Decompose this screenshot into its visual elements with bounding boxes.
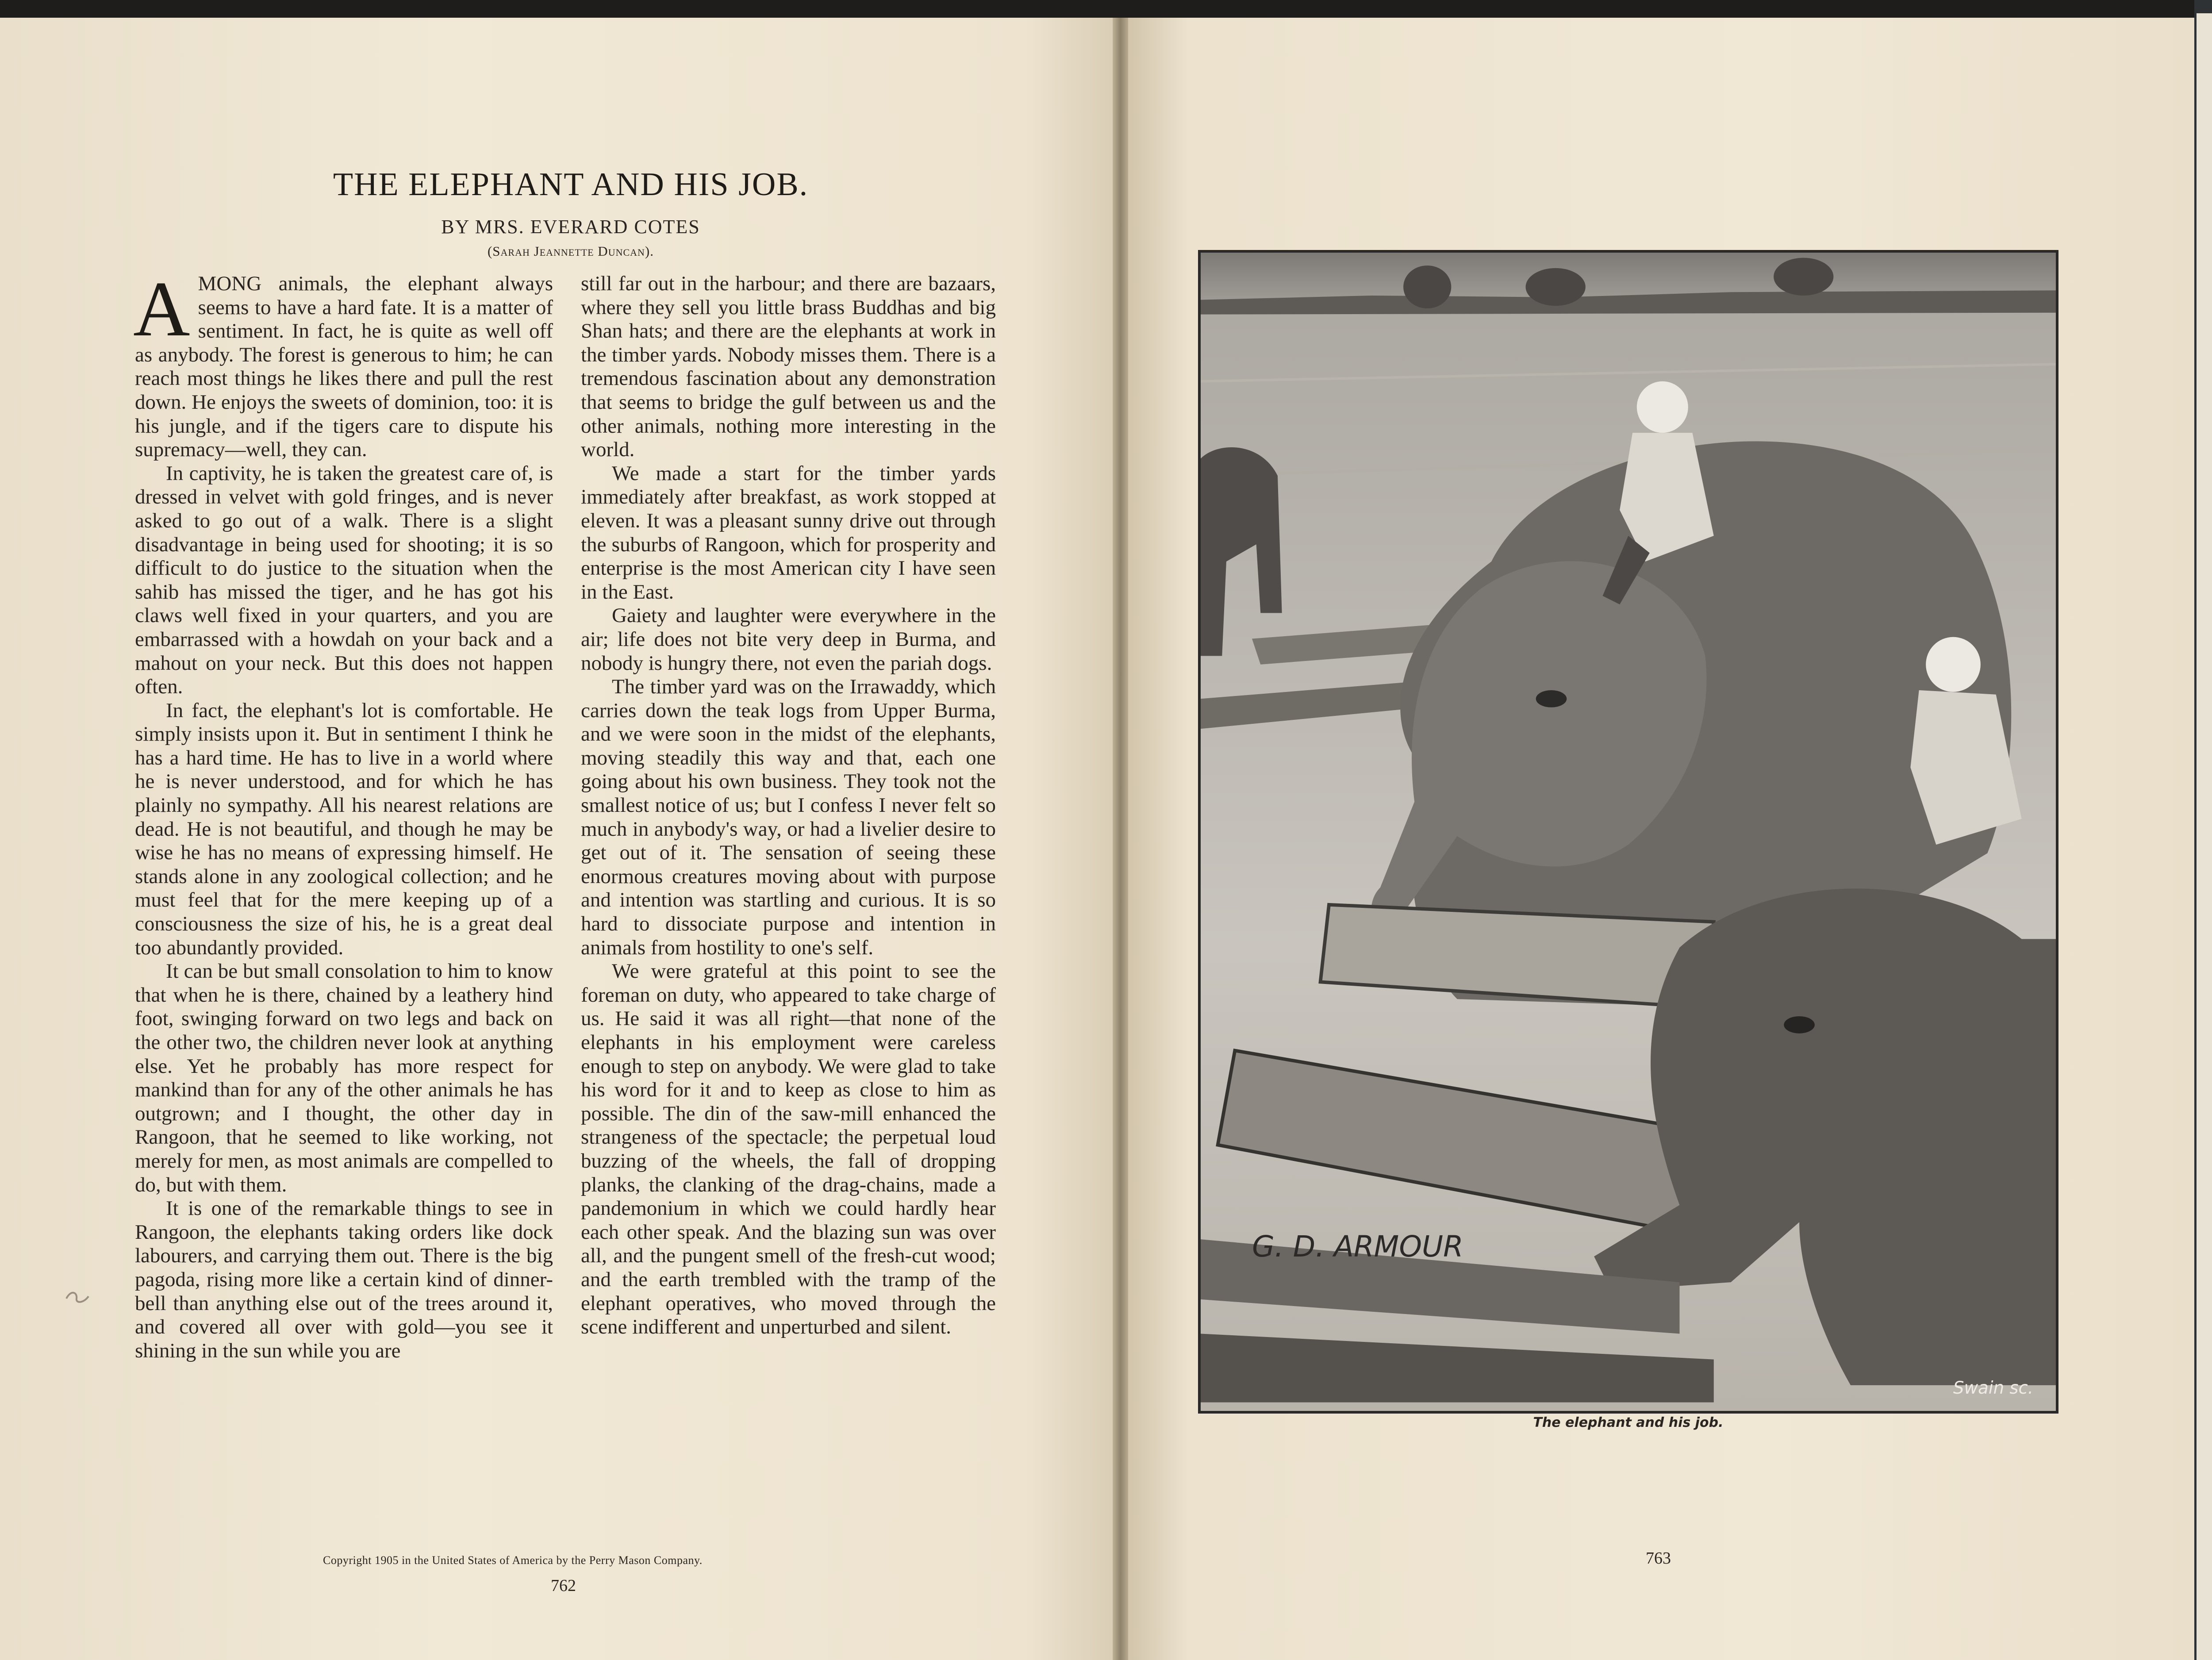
page-stack-edge — [2197, 13, 2212, 1660]
paragraph: AMONG animals, the elephant always seems to have a hard fate. It is a matter of sentiment. In fact, he is quite as well off as anybody. The forest is generous to him; he can reach most things he likes there and pull the rest down. He enjoys the sweets of dominion, too: it is his jungle, and if the tigers care to dispute his supremacy—well, they can. — [133, 265, 553, 461]
paragraph: We made a start for the timber yards immediately after breakfast, as work stopped at eleven. It was a pleasant sunny drive out through the suburbs of Rangoon, which for prosperity and enterprise is the most American city I have seen in the East. — [581, 461, 996, 603]
article-byline: BY MRS. EVERARD COTES — [441, 216, 700, 238]
paragraph: In captivity, he is taken the greatest care of, is dressed in velvet with gold fringes, and is never asked to go out of a walk. There is a slight disadvantage in being used for shooting; it is so difficult to do justice to the situation when the sahib has missed the tiger, and he has got his claws well fixed in your quarters, and you are embarrassed with a howdah on your back and a mahout on your neck. But this does not happen often. — [135, 461, 553, 699]
paragraph: In fact, the elephant's lot is comfortable. He simply insists upon it. But in sentiment I think he has a hard time. He has to live in a world where he is never understood, and for which he has plainly no sympathy. All his nearest relations are dead. He is not beautiful, and though he may be wise he has no means of expressing himself. He stands alone in any zoological collection; and he must feel that for the mere keeping up of a consciousness the size of his, he is a great deal too abundantly provided. — [135, 699, 553, 959]
article-byline-pseudonym: (Sarah Jeannette Duncan). — [487, 243, 654, 259]
paragraph: The timber yard was on the Irrawaddy, which carries down the teak logs from Upper Burma, and we were soon in the midst of the elephants, moving steadily this way and that, each one going about his own business. They took not the smallest notice of us; but I confess I never felt so much in anybody's way, or had a livelier desire to get out of it. The sensation of seeing these enormous creatures moving about with purpose and intention was startling and curious. It is so hard to dissociate purpose and intention in animals from hostility to one's self. — [581, 675, 996, 959]
engraver-credit: Swain sc. — [1953, 1378, 2034, 1399]
paragraph: It can be but small consolation to him to know that when he is there, chained by a leathery hind foot, swinging forward on two legs and back on the other two, the children never look at anything else. Yet he probably has more respect for mankind than for any of the other animals he has outgrown; and I thought, the other day in Rangoon, that he seemed to like working, not merely for men, as most animals are compelled to do, but with them. — [135, 960, 553, 1196]
illustration-plate — [1198, 250, 2058, 1414]
pencil-mark — [64, 1281, 100, 1307]
paragraph: It is one of the remarkable things to see in Rangoon, the elephants taking orders like dock labourers, and carrying them out. There is the big pagoda, rising more like a certain kind of dinner-bell than anything else out of the trees around it, and covered all over with gold—you see it shining in the sun while you are — [135, 1197, 553, 1362]
elephant-illustration — [1201, 253, 2056, 1411]
paragraph: Gaiety and laughter were everywhere in the air; life does not bite very deep in Burma, and nobody is hungry there, not even the pariah dogs. — [581, 604, 996, 675]
text-column-1 — [133, 265, 553, 1363]
article-title: THE ELEPHANT AND HIS JOB. — [333, 166, 809, 203]
book-gutter — [1113, 18, 1128, 1660]
page-number-left: 762 — [551, 1576, 576, 1595]
paragraph: We were grateful at this point to see the foreman on duty, who appeared to take charge of us. He said it was all right—that none of the elephants in his employment were careless enough to step on anybody. We were glad to take his word for it and to keep as close to him as possible. The din of the saw-mill enhanced the strangeness of the spectacle; the perpetual loud buzzing of the wheels, the fall of dropping planks, the clanking of the drag-chains, made a pandemonium in which we could hardly hear each other speak. And the blazing sun was over all, and the pungent smell of the fresh-cut wood; and the earth trembled with the tramp of the elephant operatives, who moved through the scene indifferent and unperturbed and silent. — [581, 960, 996, 1339]
copyright-line: Copyright 1905 in the United States of America by the Perry Mason Company. — [323, 1554, 703, 1567]
illustration-caption: The elephant and his job. — [1533, 1415, 1724, 1430]
paragraph: still far out in the harbour; and there are bazaars, where they sell you little brass Buddhas and big Shan hats; and there are the elephants at work in the timber yards. Nobody misses them. There is a tremendous fascination about any demonstration that seems to bridge the gulf between us and the other animals, nothing more interesting in the world. — [581, 272, 996, 461]
artist-signature: G. D. ARMOUR — [1252, 1229, 1463, 1264]
text-column-2 — [581, 272, 996, 1339]
page-number-right: 763 — [1646, 1549, 1671, 1568]
drop-cap: A — [133, 265, 190, 353]
